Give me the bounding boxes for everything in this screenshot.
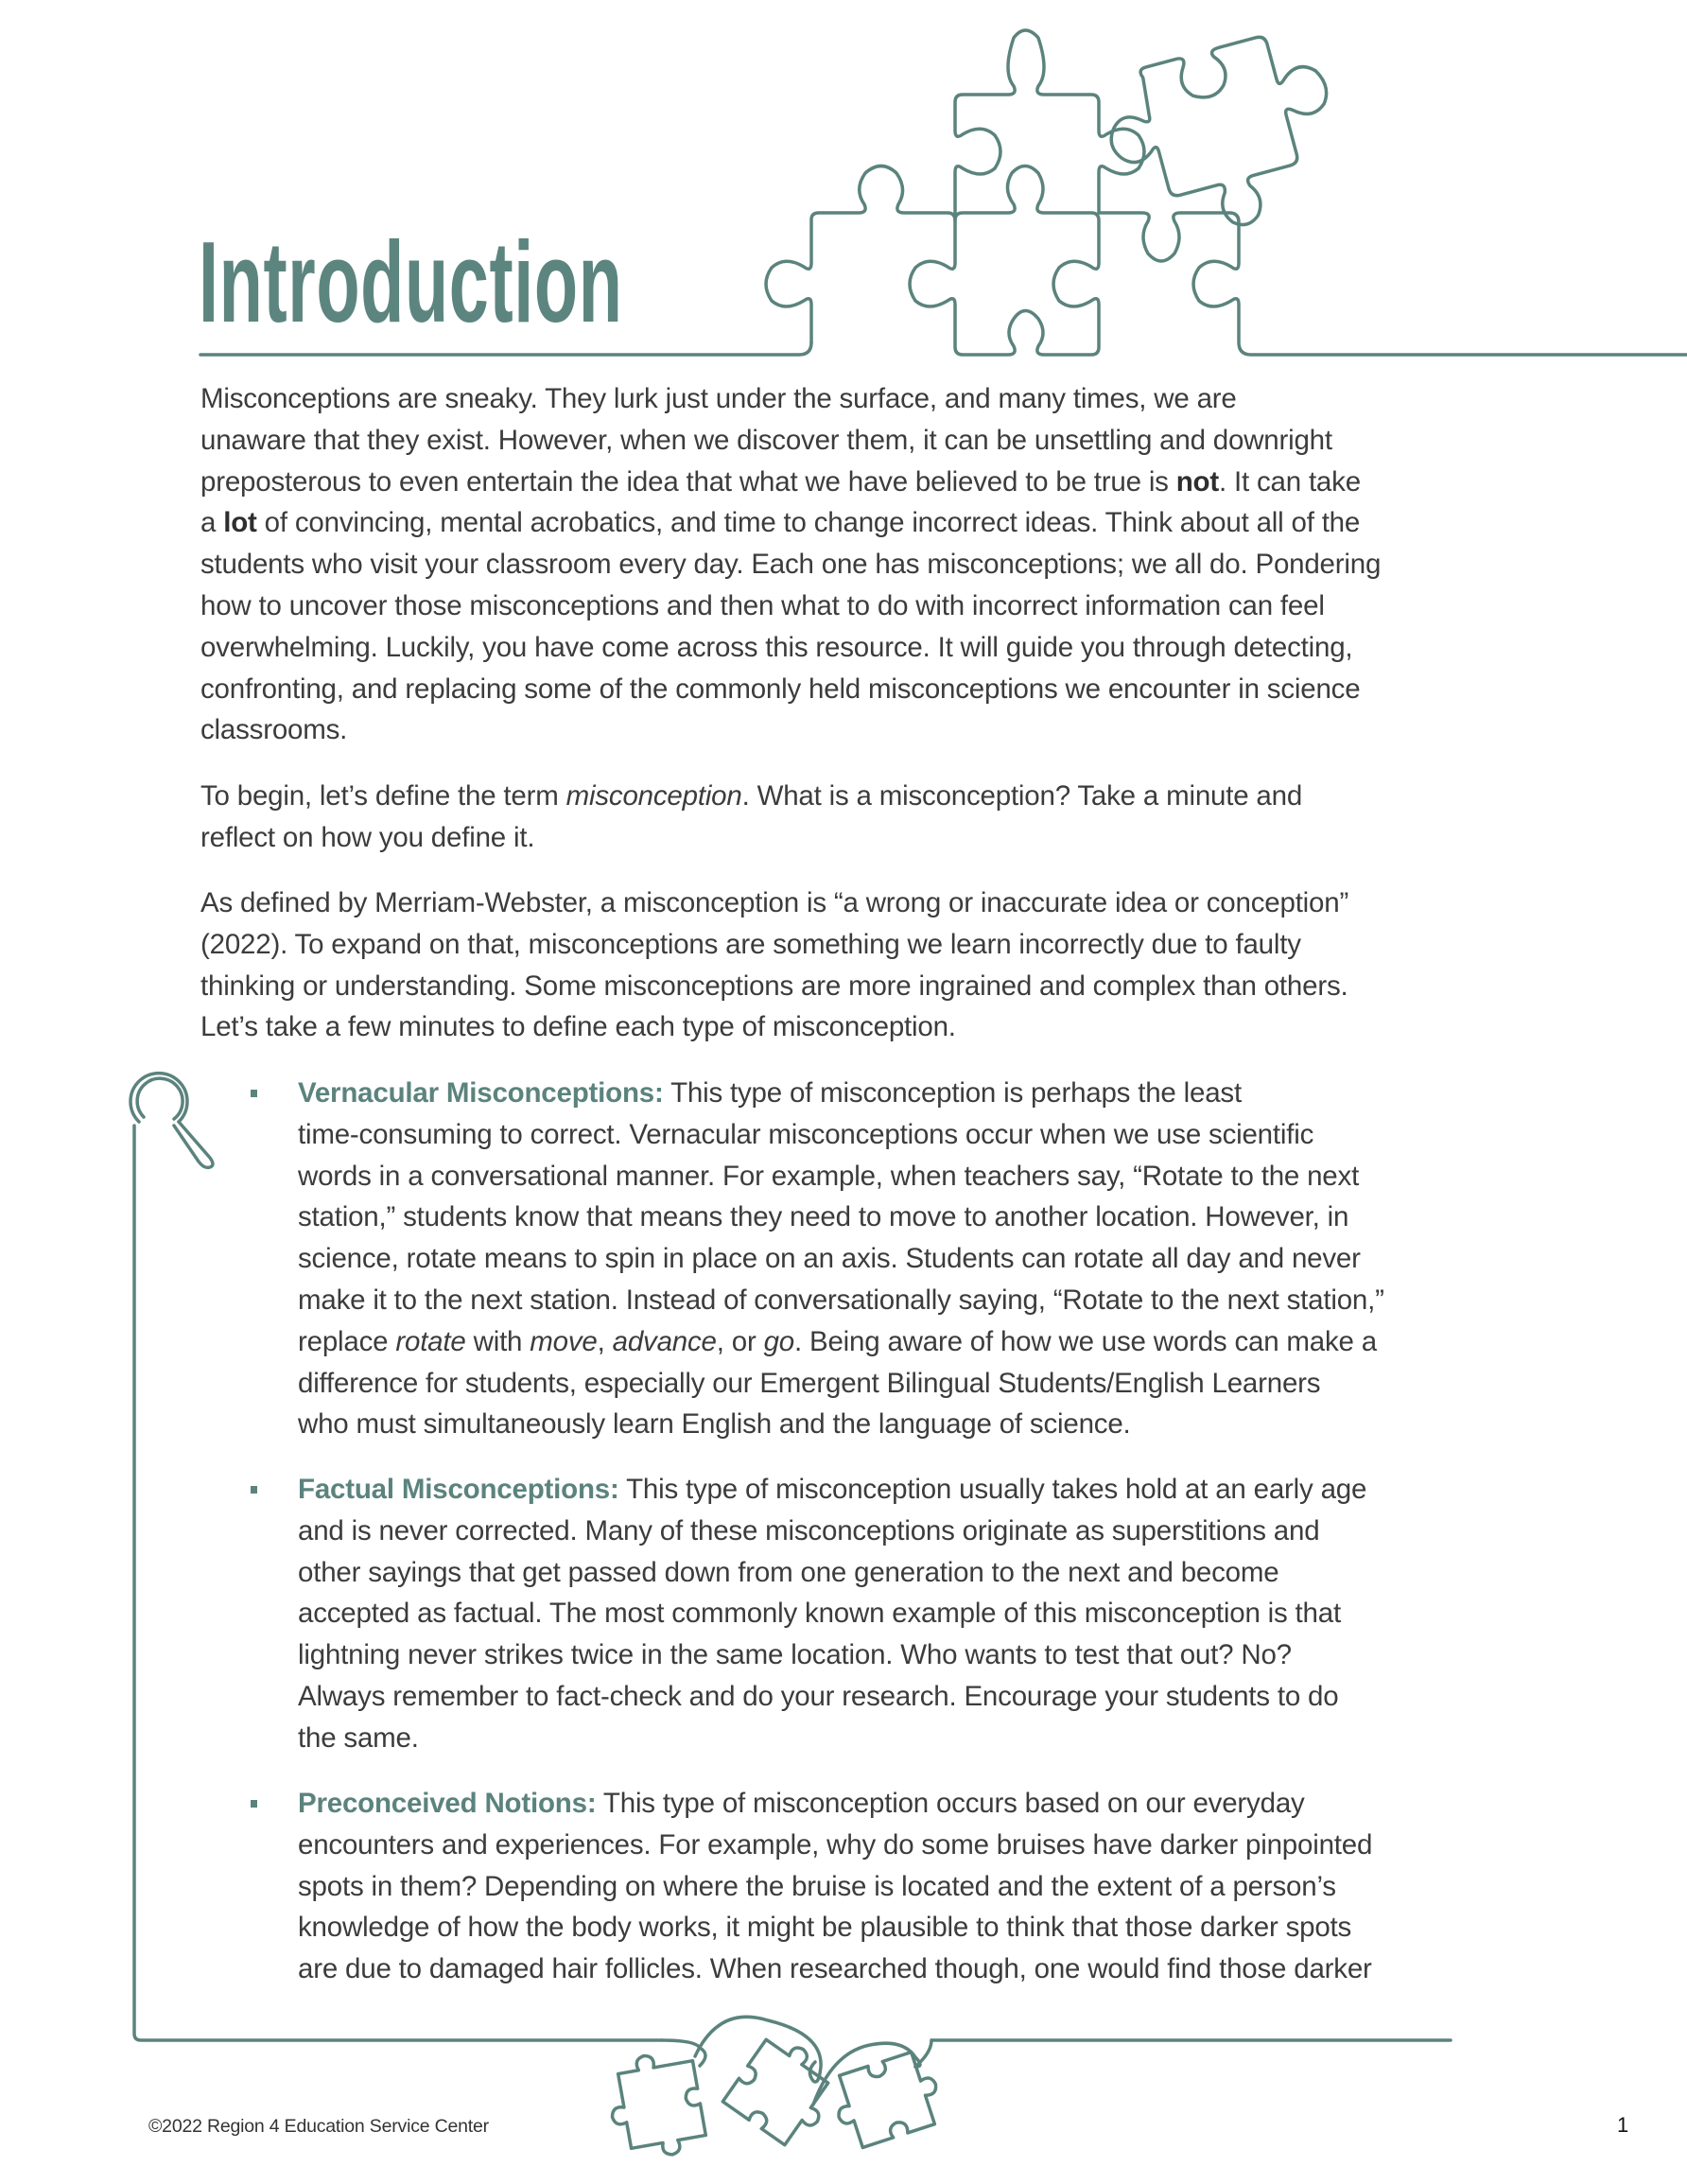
bullet-marker	[251, 1090, 257, 1097]
text-line	[298, 1073, 1622, 1114]
text-line	[298, 1156, 1622, 1197]
text-run: confronting, and replacing some of the commonly held misconceptions we encounter in science	[200, 673, 1361, 705]
text-run: thinking or understanding. Some misconceptions are more ingrained and complex than others.	[200, 970, 1348, 1002]
text-run: Let’s take a few minutes to define each type of misconception.	[200, 1011, 956, 1043]
text-run: and is never corrected. Many of these misconceptions originate as superstitions and	[298, 1514, 1320, 1546]
text-line	[298, 1718, 1622, 1759]
text-line	[200, 585, 1524, 627]
text-line	[200, 462, 1524, 503]
text-run: encounters and experiences. For example, why do some bruises have darker pinpointed	[298, 1828, 1373, 1861]
text-run: of convincing, mental acrobatics, and time to change incorrect ideas. Think about all of the	[256, 507, 1361, 539]
text-run: unaware that they exist. However, when we discover them, it can be unsettling and downright	[200, 424, 1332, 456]
text-line	[298, 1552, 1622, 1594]
text-run: students who visit your classroom every day. Each one has misconceptions; we all do. Pondering	[200, 549, 1382, 581]
text-run: words in a conversational manner. For example, when teachers say, “Rotate to the next	[298, 1160, 1360, 1192]
text-line	[298, 1866, 1622, 1908]
text-run: classrooms.	[200, 714, 348, 746]
text-run: This type of misconception occurs based on our everyday	[596, 1788, 1305, 1819]
text-run: science, rotate means to spin in place on an axis. Students can rotate all day and never	[298, 1243, 1361, 1275]
text-line	[200, 669, 1524, 710]
bullet-marker	[251, 1486, 257, 1494]
magnifying-glass-icon	[130, 1074, 213, 1168]
text-run: This type of misconception is perhaps the least	[663, 1077, 1242, 1109]
page-title: Introduction	[199, 218, 623, 346]
text-run: reflect on how you define it.	[200, 821, 535, 853]
text-line	[298, 1363, 1622, 1405]
text-line	[200, 776, 1524, 817]
emphasis-text: go	[763, 1325, 794, 1357]
text-line	[200, 966, 1524, 1007]
text-line	[200, 627, 1524, 669]
text-line	[298, 1948, 1622, 1990]
bullet-heading: Preconceived Notions:	[298, 1788, 597, 1819]
emphasis-text: not	[1175, 465, 1219, 498]
text-line	[298, 1825, 1622, 1866]
text-line	[298, 1238, 1622, 1280]
text-line	[200, 817, 1524, 859]
text-run: As defined by Merriam-Webster, a misconception is “a wrong or inaccurate idea or conception”	[200, 887, 1349, 918]
bullet-heading: Vernacular Misconceptions:	[298, 1077, 664, 1109]
emphasis-text: lot	[223, 507, 257, 539]
page-number: 1	[1617, 2113, 1629, 2137]
text-line	[200, 544, 1524, 585]
text-line	[200, 1006, 1524, 1048]
bullet-text	[298, 1073, 1622, 1445]
text-run: Misconceptions are sneaky. They lurk just under the surface, and many times, we are	[200, 383, 1237, 414]
text-run: Always remember to fact-check and do your research. Encourage your students to do	[298, 1680, 1339, 1712]
text-run: preposterous to even entertain the idea that what we have believed to be true is	[200, 465, 1176, 498]
text-run: replace	[298, 1325, 396, 1357]
text-line	[298, 1197, 1622, 1238]
text-run: lightning never strikes twice in the same location. Who wants to test that out? No?	[298, 1639, 1292, 1671]
text-run: make it to the next station. Instead of conversationally saying, “Rotate to the next station,”	[298, 1284, 1384, 1316]
bullet-marker	[251, 1800, 257, 1808]
text-line	[298, 1321, 1622, 1363]
text-run: a	[200, 507, 224, 539]
text-line	[200, 924, 1524, 966]
text-run: station,” students know that means they need to move to another location. However, in	[298, 1201, 1349, 1233]
text-line	[298, 1280, 1622, 1321]
bullet-heading: Factual Misconceptions:	[298, 1474, 619, 1505]
text-run: . Being aware of how we use words can make a	[794, 1325, 1377, 1357]
emphasis-text: move	[530, 1325, 598, 1357]
text-run: ,	[597, 1325, 613, 1357]
text-run: (2022). To expand on that, misconceptions are something we learn incorrectly due to faulty	[200, 928, 1301, 960]
text-run: time-consuming to correct. Vernacular misconceptions occur when we use scientific	[298, 1118, 1314, 1150]
footer-copyright: ©2022 Region 4 Education Service Center	[148, 2116, 489, 2137]
text-line	[298, 1907, 1622, 1948]
header-puzzle-pieces-icon	[766, 24, 1687, 355]
bullet-text	[298, 1469, 1622, 1759]
text-run: This type of misconception usually takes hold at an early age	[618, 1474, 1367, 1505]
text-run: the same.	[298, 1721, 419, 1754]
text-run: difference for students, especially our Emergent Bilingual Students/English Learners	[298, 1367, 1321, 1399]
text-run: To begin, let’s define the term	[200, 780, 566, 812]
bullet-text	[298, 1783, 1622, 1990]
text-line	[200, 378, 1524, 420]
intro-paragraph-2	[200, 776, 1524, 859]
text-line	[298, 1783, 1622, 1825]
emphasis-text: advance	[612, 1325, 717, 1357]
text-line	[298, 1511, 1622, 1552]
text-line	[200, 709, 1524, 751]
text-run: knowledge of how the body works, it might be plausible to think that those darker spots	[298, 1912, 1352, 1944]
text-run: accepted as factual. The most commonly known example of this misconception is that	[298, 1598, 1341, 1630]
emphasis-text: misconception	[565, 780, 742, 812]
text-run: other sayings that get passed down from one generation to the next and become	[298, 1556, 1279, 1588]
text-line	[200, 420, 1524, 462]
text-line	[298, 1593, 1622, 1634]
text-line	[298, 1634, 1622, 1676]
text-line	[298, 1404, 1622, 1445]
text-line	[298, 1114, 1622, 1156]
text-run: with	[465, 1325, 530, 1357]
intro-paragraph-3	[200, 882, 1524, 1048]
text-line	[298, 1469, 1622, 1511]
text-run: how to uncover those misconceptions and then what to do with incorrect information can feel	[200, 589, 1325, 621]
emphasis-text: rotate	[395, 1325, 466, 1357]
text-line	[200, 882, 1524, 924]
text-run: . It can take	[1219, 465, 1361, 498]
intro-paragraph-1	[200, 378, 1524, 751]
text-run: are due to damaged hair follicles. When researched though, one would find those darker	[298, 1953, 1372, 1985]
text-line	[200, 502, 1524, 544]
text-run: who must simultaneously learn English and the language of science.	[298, 1408, 1131, 1441]
text-line	[298, 1676, 1622, 1718]
text-run: , or	[716, 1325, 764, 1357]
text-run: overwhelming. Luckily, you have come across this resource. It will guide you through detecting,	[200, 631, 1353, 663]
text-run: spots in them? Depending on where the bruise is located and the extent of a person’s	[298, 1870, 1336, 1902]
text-run: . What is a misconception? Take a minute and	[741, 780, 1303, 812]
